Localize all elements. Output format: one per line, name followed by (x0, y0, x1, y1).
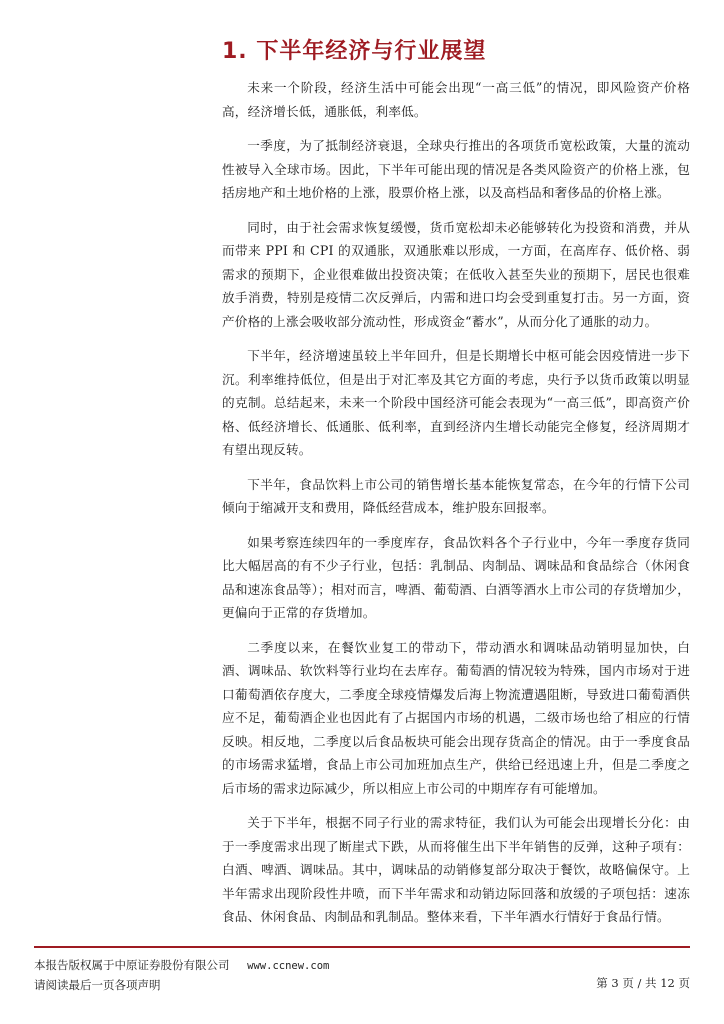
page-number: 第 3 页 / 共 12 页 (596, 976, 690, 990)
footer-website: www.ccnew.com (247, 960, 330, 972)
paragraph-1: 未来一个阶段，经济生活中可能会出现“一高三低”的情况，即风险资产价格高，经济增长低，通胀低，利率低。 (222, 80, 690, 119)
footer-copyright: 本报告版权属于中原证券股份有限公司 (34, 958, 230, 972)
paragraph-3: 同时，由于社会需求恢复缓慢，货币宽松却未必能够转化为投资和消费，并从而带来 PPI 和 CPI 的双通胀，双通胀难以形成，一方面，在高库存、低价格、弱需求的预期下，企业很难做出投资决策；在低收入甚至失业的预期下，居民也很难放手消费，特别是疫情二次反弹后，内需和进口均会受到重复打击。另一方面，资产价格的上涨会吸收部分流动性，形成资金“蓄水”，从而分化了通胀的动力。 (222, 219, 690, 329)
footer-divider (34, 946, 690, 948)
paragraph-5: 下半年，食品饮料上市公司的销售增长基本能恢复常态，在今年的行情下公司倾向于缩减开支和费用，降低经营成本，维护股东回报率。 (222, 476, 690, 515)
paragraph-7: 二季度以来，在餐饮业复工的带动下，带动酒水和调味品动销明显加快，白酒、调味品、软饮料等行业均在去库存。葡萄酒的情况较为特殊，国内市场对于进口葡萄酒依存度大，二季度全球疫情爆发后海上物流遭遇阻断，导致进口葡萄酒供应不足，葡萄酒企业也因此有了占据国内市场的机遇，二级市场也给了相应的行情反映。相反地，二季度以后食品板块可能会出现存货高企的情况。由于一季度食品的市场需求猛增，食品上市公司加班加点生产，供给已经迅速上升，但是二季度之后市场的需求边际减少，所以相应上市公司的中期库存有可能增加。 (222, 639, 690, 796)
paragraph-2: 一季度，为了抵制经济衰退，全球央行推出的各项货币宽松政策，大量的流动性被导入全球市场。因此，下半年可能出现的情况是各类风险资产的价格上涨，包括房地产和土地价格的上涨，股票价格上涨，以及高档品和奢侈品的价格上涨。 (222, 138, 690, 200)
section-title: 1. 下半年经济与行业展望 (222, 39, 487, 64)
footer-disclaimer: 请阅读最后一页各项声明 (34, 978, 161, 992)
section-body (222, 76, 690, 940)
paragraph-6: 如果考察连续四年的一季度库存，食品饮料各个子行业中，今年一季度存货同比大幅居高的有不少子行业，包括：乳制品、肉制品、调味品和食品综合（休闲食品和速冻食品等）；相对而言，啤酒、葡萄酒、白酒等酒水上市公司的存货增加少，更偏向于正常的存货增加。 (222, 534, 690, 620)
paragraph-8: 关于下半年，根据不同子行业的需求特征，我们认为可能会出现增长分化：由于一季度需求出现了断崖式下跌，从而将催生出下半年销售的反弹，这种子项有：白酒、啤酒、调味品。其中，调味品的动销修复部分取决于餐饮，故略偏保守。上半年需求出现阶段性井喷，而下半年需求和动销边际回落和放缓的子项包括：速冻食品、休闲食品、肉制品和乳制品。整体来看，下半年酒水行情好于食品行情。 (222, 815, 690, 924)
footer-copyright-line (34, 957, 329, 973)
paragraph-4: 下半年，经济增速虽较上半年回升，但是长期增长中枢可能会因疫情进一步下沉。利率维持低位，但是出于对汇率及其它方面的考虑，央行予以货币政策以明显的克制。总结起来，未来一个阶段中国经济可能会表现为“一高三低”，即高资产价格、低经济增长、低通胀、低利率，直到经济内生增长动能完全修复，经济周期才有望出现反转。 (222, 348, 690, 457)
